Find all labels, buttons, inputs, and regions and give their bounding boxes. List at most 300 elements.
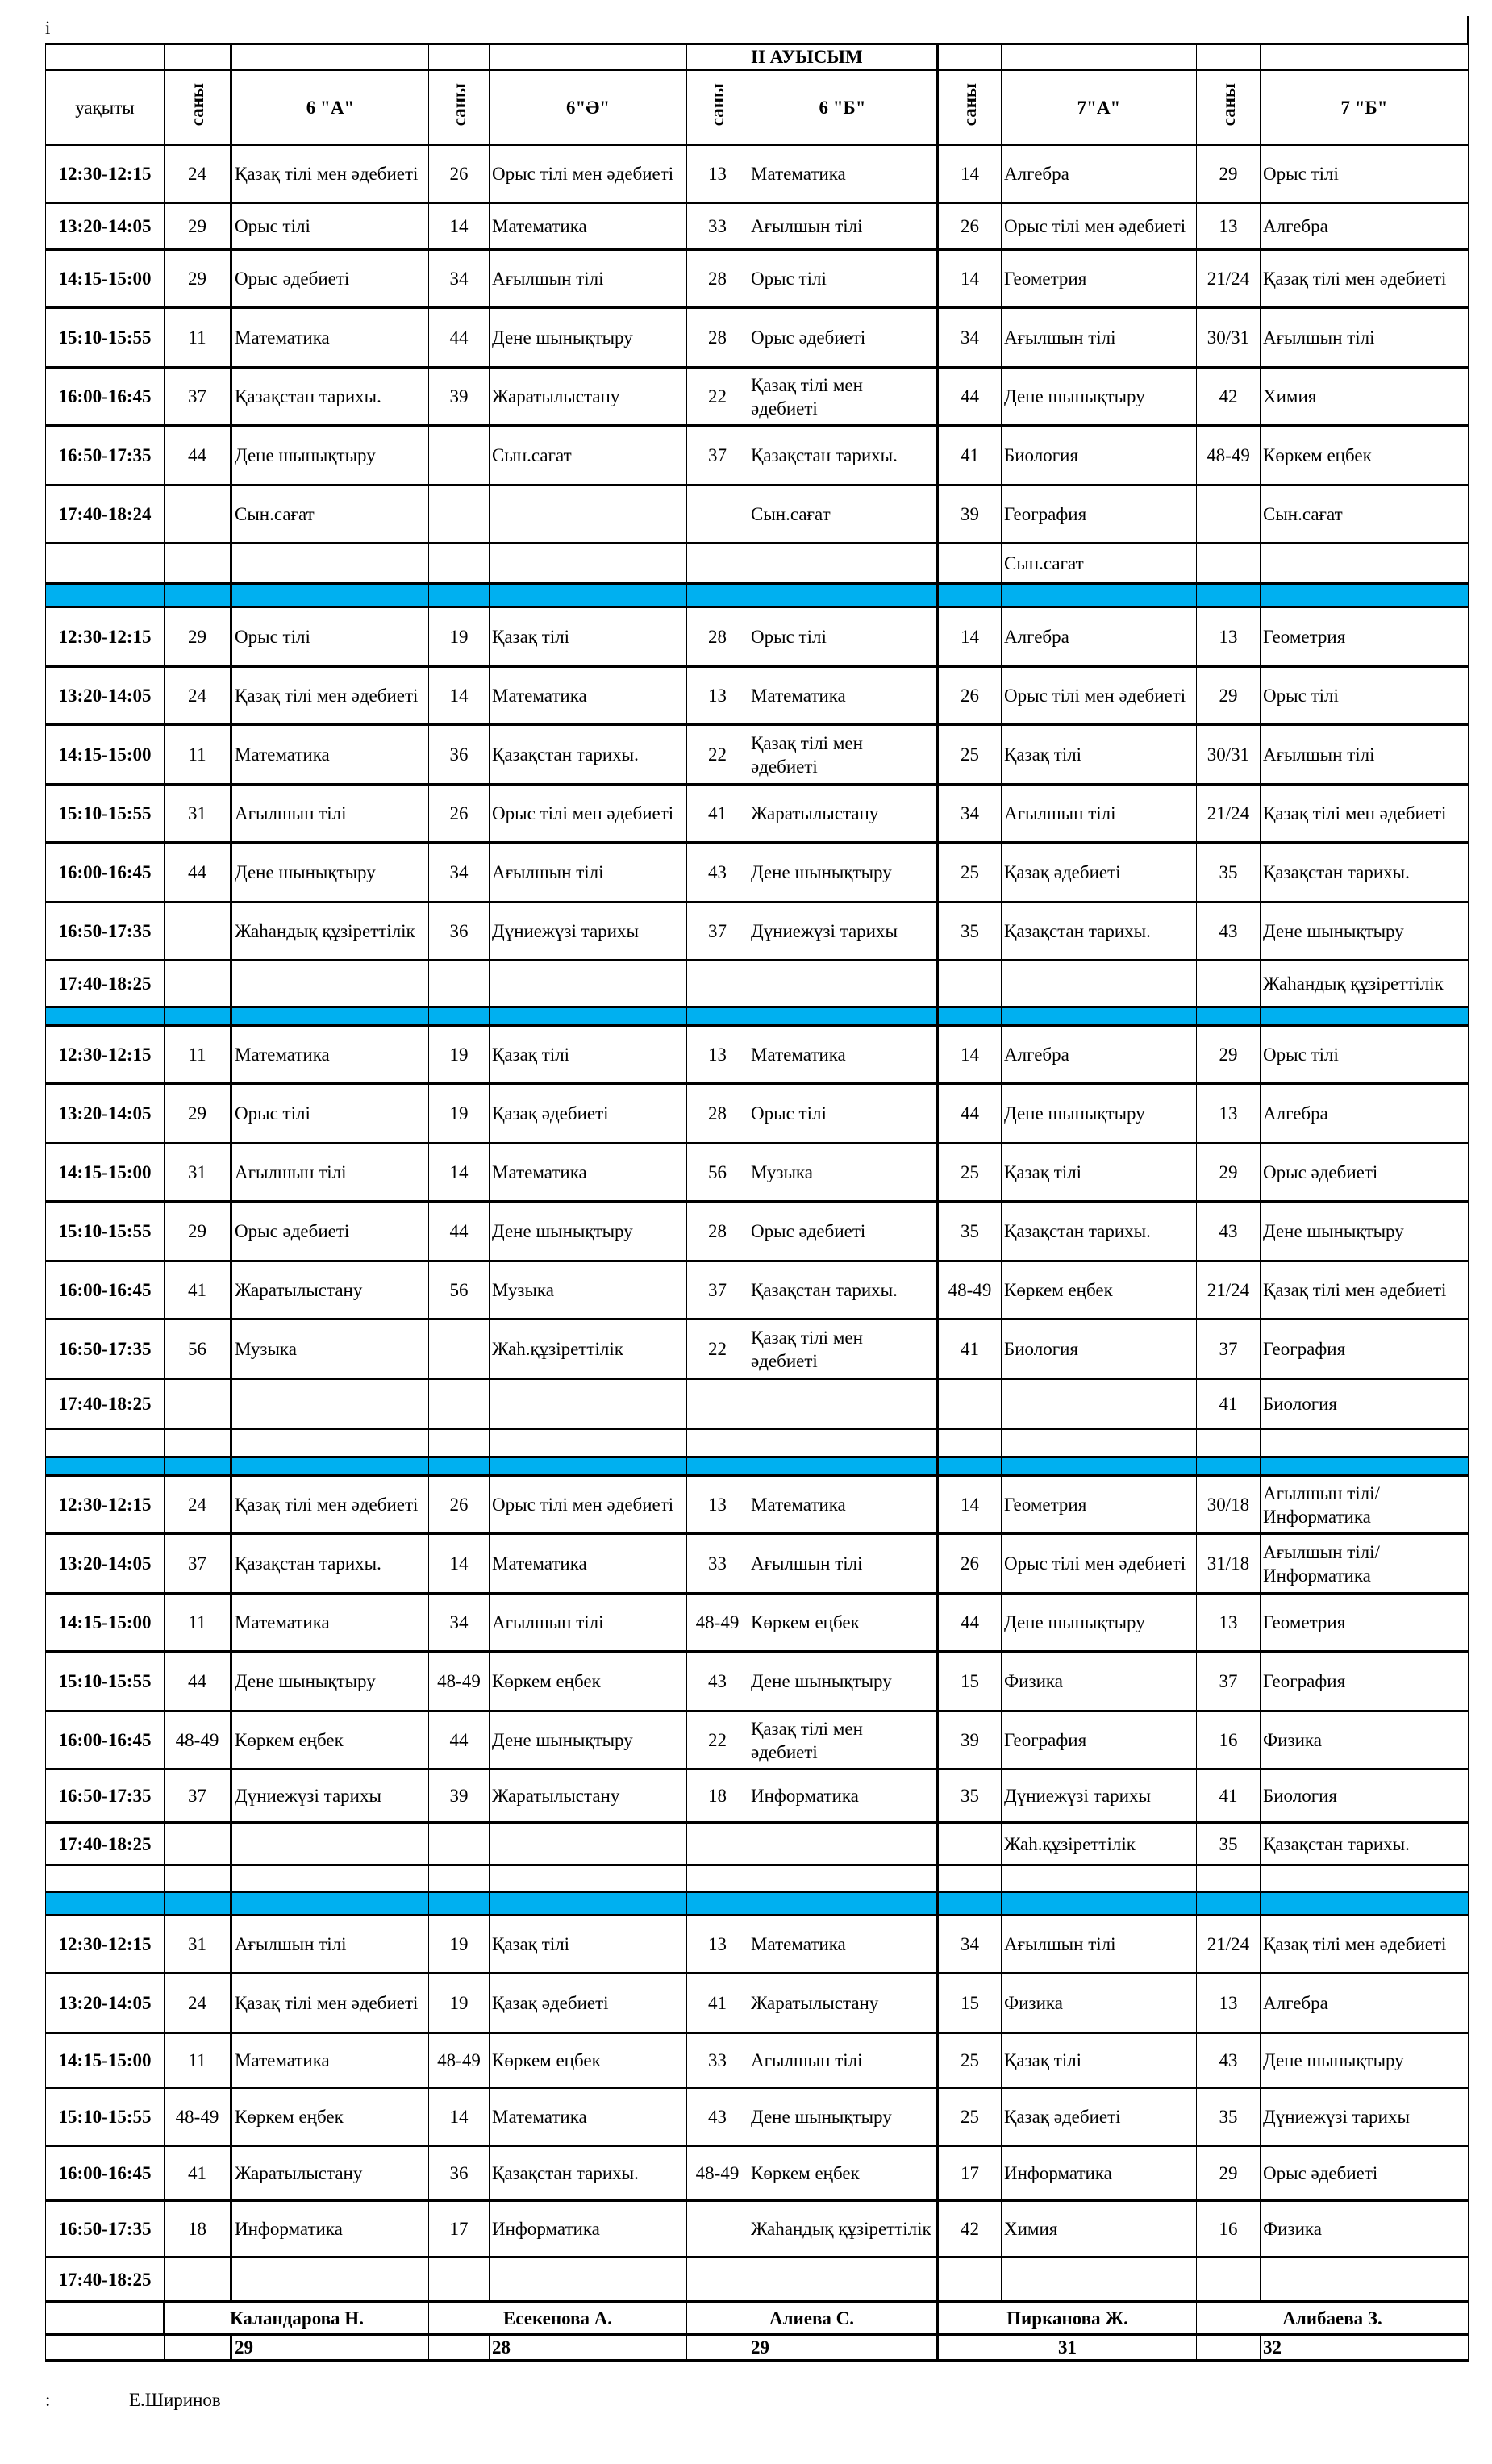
room-count: 25	[938, 2088, 1002, 2146]
room-count: 28	[687, 250, 748, 308]
lesson-time: 12:30-12:15	[46, 145, 165, 203]
shift-title: II АУЫСЫМ	[748, 44, 938, 70]
room-count: 28	[687, 1084, 748, 1144]
subject	[748, 1429, 938, 1457]
lesson-time: 13:20-14:05	[46, 667, 165, 725]
separator-cell	[231, 584, 429, 607]
room-count: 48-49	[1197, 426, 1261, 486]
lesson-row	[46, 1379, 1469, 1429]
subject: Орыс әдебиеті	[748, 1202, 938, 1261]
separator-cell	[165, 584, 231, 607]
lesson-time: 17:40-18:25	[46, 1379, 165, 1429]
room-count: 34	[938, 1916, 1002, 1974]
room-count: 39	[429, 368, 490, 426]
room-count: 44	[165, 1652, 231, 1711]
subject: Қазақ тілі мен әдебиеті	[1261, 250, 1469, 308]
lesson-row	[46, 250, 1469, 308]
subject: Математика	[231, 308, 429, 368]
lesson-time: 16:50-17:35	[46, 426, 165, 486]
room-count: 19	[429, 1974, 490, 2033]
room-count: 24	[165, 1476, 231, 1534]
subject: Биология	[1261, 1379, 1469, 1429]
subject: Орыс әдебиеті	[748, 308, 938, 368]
subject: География	[1261, 1320, 1469, 1379]
margin-line	[1467, 16, 1469, 44]
room-count: 15	[938, 1652, 1002, 1711]
subject: Жаһ.құзіреттілік	[1002, 1823, 1197, 1866]
lesson-row	[46, 1026, 1469, 1084]
subject: Орыс әдебиеті	[231, 250, 429, 308]
room-count: 37	[1197, 1652, 1261, 1711]
room-count: 33	[687, 1534, 748, 1594]
lesson-time: 15:10-15:55	[46, 308, 165, 368]
room-count: 43	[1197, 903, 1261, 961]
room-count: 48-49	[687, 2146, 748, 2201]
separator-cell	[46, 584, 165, 607]
room-count: 30/31	[1197, 308, 1261, 368]
subject: Математика	[490, 667, 687, 725]
subject: Көркем еңбек	[231, 2088, 429, 2146]
room-count: 39	[938, 486, 1002, 544]
subject: Математика	[748, 1476, 938, 1534]
lesson-row	[46, 1429, 1469, 1457]
lesson-time: 16:50-17:35	[46, 1320, 165, 1379]
subject	[490, 961, 687, 1007]
subject: Дүниежүзі тарихы	[490, 903, 687, 961]
subject: Дене шынықтыру	[748, 1652, 938, 1711]
subject: Музыка	[490, 1261, 687, 1320]
separator-cell	[165, 1892, 231, 1916]
room-count: 28	[687, 308, 748, 368]
subject: Қазақ тілі мен әдебиеті	[231, 145, 429, 203]
subject: Қазақстан тарихы.	[748, 1261, 938, 1320]
room-count: 56	[429, 1261, 490, 1320]
subject	[748, 1823, 938, 1866]
room-count	[429, 1379, 490, 1429]
subject: Ағылшын тілі	[748, 203, 938, 250]
subject: Қазақ тілі	[1002, 725, 1197, 785]
room-count: 15	[938, 1974, 1002, 2033]
subject: Қазақстан тарихы.	[231, 1534, 429, 1594]
room-count: 29	[1197, 145, 1261, 203]
header-cell	[165, 44, 231, 70]
room-count: 34	[429, 843, 490, 903]
day-separator	[46, 584, 1469, 607]
subject	[1002, 2258, 1197, 2302]
room-count	[687, 2258, 748, 2302]
room-count: 29	[1197, 667, 1261, 725]
room-count	[938, 1379, 1002, 1429]
subject	[1261, 2258, 1469, 2302]
subject: Геометрия	[1002, 250, 1197, 308]
room-count: 14	[938, 607, 1002, 667]
room-count	[687, 2201, 748, 2258]
subject: Дене шынықтыру	[1002, 1084, 1197, 1144]
subject	[490, 1823, 687, 1866]
room-count: 42	[1197, 368, 1261, 426]
subject: Сын.сағат	[1002, 544, 1197, 584]
room-count	[1197, 2258, 1261, 2302]
separator-cell	[490, 1457, 687, 1476]
subject: Орыс тілі	[1261, 145, 1469, 203]
subject: Қазақ әдебиеті	[490, 1084, 687, 1144]
room-count: 21/24	[1197, 250, 1261, 308]
room-count: 41	[165, 1261, 231, 1320]
lesson-time: 16:00-16:45	[46, 368, 165, 426]
count-label: саны	[448, 82, 469, 127]
separator-cell	[165, 1457, 231, 1476]
lesson-row	[46, 145, 1469, 203]
room-count: 22	[687, 1320, 748, 1379]
subject: Информатика	[490, 2201, 687, 2258]
subject: Қазақстан тарихы.	[231, 368, 429, 426]
room-count: 29	[165, 1202, 231, 1261]
subject: Жаратылыстану	[490, 1770, 687, 1823]
subject	[231, 1429, 429, 1457]
separator-cell	[1261, 1892, 1469, 1916]
subject: Орыс тілі	[231, 1084, 429, 1144]
subject: Ағылшын тілі	[1002, 308, 1197, 368]
room-count: 42	[938, 2201, 1002, 2258]
separator-cell	[748, 1457, 938, 1476]
count-column-header	[1197, 70, 1261, 145]
subject: Қазақ тілі	[490, 1916, 687, 1974]
subject: Биология	[1002, 426, 1197, 486]
subject: Дене шынықтыру	[231, 843, 429, 903]
schedule-table	[45, 43, 1469, 2362]
room-count	[429, 2258, 490, 2302]
lesson-row	[46, 1652, 1469, 1711]
room-count: 48-49	[165, 1711, 231, 1770]
lesson-row	[46, 961, 1469, 1007]
subject	[231, 961, 429, 1007]
lesson-row	[46, 2088, 1469, 2146]
class-column-header: 7 "Б"	[1261, 70, 1469, 145]
room-count: 35	[1197, 843, 1261, 903]
separator-cell	[1261, 584, 1469, 607]
lesson-row	[46, 2033, 1469, 2088]
subject: Сын.сағат	[490, 426, 687, 486]
lesson-time: 12:30-12:15	[46, 1476, 165, 1534]
subject: Қазақ әдебиеті	[1002, 2088, 1197, 2146]
lesson-row	[46, 1202, 1469, 1261]
room-count	[1197, 544, 1261, 584]
room-count	[1197, 961, 1261, 1007]
room-count: 37	[165, 1534, 231, 1594]
lesson-row	[46, 2146, 1469, 2201]
room-count	[1197, 1429, 1261, 1457]
subject: Көркем еңбек	[490, 2033, 687, 2088]
day-separator	[46, 1892, 1469, 1916]
room-count: 11	[165, 1594, 231, 1652]
room-count	[165, 2258, 231, 2302]
subject: Алгебра	[1002, 607, 1197, 667]
subject	[748, 1866, 938, 1892]
room-count: 22	[687, 1711, 748, 1770]
subject: Дене шынықтыру	[748, 843, 938, 903]
separator-cell	[429, 1892, 490, 1916]
lesson-time: 12:30-12:15	[46, 1916, 165, 1974]
subject: Орыс тілі мен әдебиеті	[490, 785, 687, 843]
room-count	[165, 1379, 231, 1429]
room-count: 26	[938, 203, 1002, 250]
header-cell	[1261, 44, 1469, 70]
room-count: 29	[165, 250, 231, 308]
subject	[490, 1429, 687, 1457]
room-count	[938, 1429, 1002, 1457]
room-count: 14	[429, 1144, 490, 1202]
room-count: 14	[429, 2088, 490, 2146]
room-count: 44	[429, 308, 490, 368]
lesson-row	[46, 1261, 1469, 1320]
empty-cell	[165, 2335, 231, 2361]
subject: Жаратылыстану	[748, 785, 938, 843]
room-count	[165, 903, 231, 961]
subject: Орыс тілі мен әдебиеті	[1002, 1534, 1197, 1594]
room-count: 44	[938, 368, 1002, 426]
room-count: 14	[429, 203, 490, 250]
separator-cell	[687, 1892, 748, 1916]
room-count: 31/18	[1197, 1534, 1261, 1594]
subject: Дене шынықтыру	[231, 426, 429, 486]
room-count: 34	[429, 250, 490, 308]
room-count: 41	[687, 785, 748, 843]
room-count: 31	[165, 1144, 231, 1202]
lesson-row	[46, 1144, 1469, 1202]
subject	[1002, 1429, 1197, 1457]
subject	[231, 1866, 429, 1892]
subject: Информатика	[231, 2201, 429, 2258]
class-column-header: 6 "Б"	[748, 70, 938, 145]
room-count: 11	[165, 2033, 231, 2088]
subject: Орыс тілі	[1261, 1026, 1469, 1084]
subject	[1261, 544, 1469, 584]
subject	[1261, 1429, 1469, 1457]
room-count: 41	[938, 426, 1002, 486]
subject: Қазақстан тарихы.	[1002, 1202, 1197, 1261]
room-count	[687, 1823, 748, 1866]
subject: Музыка	[748, 1144, 938, 1202]
room-count	[165, 1866, 231, 1892]
room-count: 26	[938, 1534, 1002, 1594]
lesson-row	[46, 368, 1469, 426]
lesson-row	[46, 1711, 1469, 1770]
subject	[490, 486, 687, 544]
lesson-row	[46, 308, 1469, 368]
subject: Қазақ тілі	[1002, 2033, 1197, 2088]
subject: Көркем еңбек	[748, 2146, 938, 2201]
subject: Ағылшын тілі	[1002, 785, 1197, 843]
room-count: 21/24	[1197, 785, 1261, 843]
subject	[1002, 1866, 1197, 1892]
room-count	[429, 1866, 490, 1892]
room-count	[429, 1823, 490, 1866]
lesson-time: 16:50-17:35	[46, 903, 165, 961]
room-count: 13	[1197, 1974, 1261, 2033]
lesson-time: 16:00-16:45	[46, 2146, 165, 2201]
room-count: 36	[429, 903, 490, 961]
room-count: 11	[165, 308, 231, 368]
lesson-row	[46, 1823, 1469, 1866]
subject: Қазақ тілі мен әдебиеті	[231, 1476, 429, 1534]
lesson-row	[46, 1534, 1469, 1594]
count-label: саны	[1218, 82, 1239, 127]
subject: Орыс тілі мен әдебиеті	[1002, 667, 1197, 725]
lesson-row	[46, 486, 1469, 544]
room-count: 22	[687, 725, 748, 785]
lesson-time: 14:15-15:00	[46, 250, 165, 308]
lesson-row	[46, 725, 1469, 785]
room-count: 41	[1197, 1379, 1261, 1429]
class-column-header: 7"А"	[1002, 70, 1197, 145]
lesson-time: 16:00-16:45	[46, 1711, 165, 1770]
room-count: 34	[938, 308, 1002, 368]
lesson-row	[46, 607, 1469, 667]
lesson-row	[46, 1916, 1469, 1974]
room-count	[429, 426, 490, 486]
top-mark: і	[45, 18, 51, 38]
subject: Дене шынықтыру	[1261, 1202, 1469, 1261]
room-count: 30/31	[1197, 725, 1261, 785]
room-count: 29	[1197, 1026, 1261, 1084]
room-count: 21/24	[1197, 1916, 1261, 1974]
subject: Қазақстан тарихы.	[1002, 903, 1197, 961]
room-count: 24	[165, 1974, 231, 2033]
separator-cell	[1197, 1007, 1261, 1026]
room-count: 13	[1197, 607, 1261, 667]
subject: Математика	[490, 1144, 687, 1202]
separator-cell	[429, 1457, 490, 1476]
subject: Физика	[1261, 2201, 1469, 2258]
day-separator	[46, 1457, 1469, 1476]
lesson-time: 17:40-18:24	[46, 486, 165, 544]
room-count: 41	[687, 1974, 748, 2033]
subject: Физика	[1002, 1974, 1197, 2033]
lesson-row	[46, 2258, 1469, 2302]
lesson-row	[46, 426, 1469, 486]
room-count: 29	[165, 203, 231, 250]
subject: Қазақ тілі	[490, 1026, 687, 1084]
room-count: 14	[429, 1534, 490, 1594]
separator-cell	[1197, 1457, 1261, 1476]
subject	[748, 1379, 938, 1429]
room-count: 16	[1197, 1711, 1261, 1770]
room-count: 13	[687, 1026, 748, 1084]
lesson-time: 13:20-14:05	[46, 203, 165, 250]
lesson-time: 15:10-15:55	[46, 1652, 165, 1711]
room-count	[687, 486, 748, 544]
room-count: 30/18	[1197, 1476, 1261, 1534]
room-count: 43	[687, 2088, 748, 2146]
signature	[45, 2390, 221, 2411]
subject: Қазақ тілі мен әдебиеті	[748, 725, 938, 785]
subject: Қазақстан тарихы.	[490, 725, 687, 785]
subject: Информатика	[748, 1770, 938, 1823]
subject: Математика	[748, 1026, 938, 1084]
subject: Алгебра	[1261, 1974, 1469, 2033]
lesson-time: 17:40-18:25	[46, 1823, 165, 1866]
separator-cell	[938, 1007, 1002, 1026]
separator-cell	[46, 1007, 165, 1026]
separator-cell	[938, 1892, 1002, 1916]
subject	[231, 1823, 429, 1866]
subject: Орыс әдебиеті	[1261, 1144, 1469, 1202]
subject: Математика	[490, 1534, 687, 1594]
subject: География	[1261, 1652, 1469, 1711]
empty-cell	[46, 2302, 165, 2335]
lesson-time: 16:00-16:45	[46, 1261, 165, 1320]
room-count: 26	[429, 145, 490, 203]
subject: Математика	[490, 2088, 687, 2146]
lesson-time: 15:10-15:55	[46, 1202, 165, 1261]
subject: Жаһ.құзіреттілік	[490, 1320, 687, 1379]
room-count: 44	[429, 1711, 490, 1770]
lesson-time	[46, 544, 165, 584]
lesson-row	[46, 1770, 1469, 1823]
subject: Қазақ тілі мен әдебиеті	[748, 1711, 938, 1770]
room-count	[429, 544, 490, 584]
room-count: 26	[429, 785, 490, 843]
room-count: 13	[687, 1916, 748, 1974]
room-count	[938, 1823, 1002, 1866]
lesson-time: 14:15-15:00	[46, 1594, 165, 1652]
subject: Ағылшын тілі	[231, 1144, 429, 1202]
subject: Қазақ тілі мен әдебиеті	[231, 1974, 429, 2033]
separator-cell	[429, 584, 490, 607]
subject: Жаратылыстану	[231, 1261, 429, 1320]
subject: Қазақ тілі мен әдебиеті	[1261, 785, 1469, 843]
subject: Қазақстан тарихы.	[1261, 1823, 1469, 1866]
subject	[231, 1379, 429, 1429]
subject: Физика	[1261, 1711, 1469, 1770]
subject: Орыс тілі мен әдебиеті	[1002, 203, 1197, 250]
room-count	[429, 486, 490, 544]
subject: Орыс тілі мен әдебиеті	[490, 145, 687, 203]
room-count: 17	[429, 2201, 490, 2258]
separator-cell	[687, 1457, 748, 1476]
room-count: 48-49	[687, 1594, 748, 1652]
room-count: 41	[1197, 1770, 1261, 1823]
subject: Геометрия	[1002, 1476, 1197, 1534]
room-count: 35	[1197, 1823, 1261, 1866]
separator-cell	[748, 1007, 938, 1026]
subject: Биология	[1002, 1320, 1197, 1379]
subject	[490, 1379, 687, 1429]
room-count	[429, 961, 490, 1007]
count-label: саны	[187, 82, 207, 127]
subject: Орыс әдебиеті	[231, 1202, 429, 1261]
lesson-row	[46, 544, 1469, 584]
separator-cell	[429, 1007, 490, 1026]
subject: Ағылшын тілі	[490, 250, 687, 308]
room-count: 17	[938, 2146, 1002, 2201]
lesson-time: 17:40-18:25	[46, 961, 165, 1007]
separator-cell	[1261, 1007, 1469, 1026]
room-count	[165, 486, 231, 544]
separator-cell	[1002, 1892, 1197, 1916]
lesson-row	[46, 785, 1469, 843]
lesson-time: 14:15-15:00	[46, 1144, 165, 1202]
subject: Дене шынықтыру	[1261, 2033, 1469, 2088]
class-total: 31	[938, 2335, 1197, 2361]
room-count: 11	[165, 1026, 231, 1084]
subject: Қазақ әдебиеті	[490, 1974, 687, 2033]
separator-cell	[1261, 1457, 1469, 1476]
room-count: 13	[687, 667, 748, 725]
subject: Сын.сағат	[231, 486, 429, 544]
room-count: 44	[938, 1594, 1002, 1652]
subject	[1002, 961, 1197, 1007]
